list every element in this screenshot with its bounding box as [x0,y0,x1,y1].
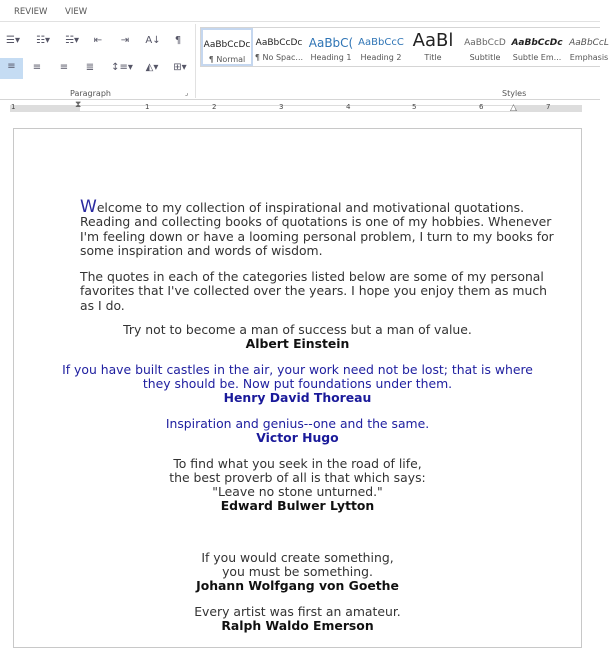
style-name: ¶ Normal [208,55,246,64]
ruler-number: 1 [11,103,16,111]
intro-line [80,197,554,217]
style-preview: AaBbCcD [464,38,506,48]
ruler-number: 1 [145,103,150,111]
right-indent-marker-icon[interactable]: △ [510,103,517,113]
quote-line: Inspiration and genius--one and the same. [165,416,430,431]
style-heading-1[interactable] [305,28,357,66]
quote-line: To find what you seek in the road of life, [173,456,422,471]
text-line: some inspiration and words of wisdom. [80,242,323,258]
quote-block [60,457,535,513]
quote-block [60,363,535,405]
drop-cap: W [80,197,97,217]
ruler-number: 5 [412,103,417,111]
tab-view[interactable]: VIEW [65,7,88,17]
style-name: ¶ No Spac... [254,53,304,62]
increase-indent-icon[interactable]: ⇥ [120,35,130,46]
horizontal-ruler[interactable] [0,101,600,115]
ruler-number: 7 [546,103,551,111]
style-name: Heading 1 [310,53,352,62]
style-preview: AaBbCcDc [511,38,563,48]
styles-group-label: Styles [502,89,527,98]
ruler-number: 3 [279,103,284,111]
style-subtitle[interactable] [459,28,511,66]
bullets-icon[interactable]: ☰▾ [6,35,20,46]
multilevel-list-icon[interactable]: ☵▾ [65,35,79,46]
decrease-indent-icon[interactable]: ⇤ [93,35,103,46]
text-line: Reading and collecting books of quotations is one of my hobbies. Whenever [80,214,552,230]
quote-line: they should be. Now put foundations under them. [142,376,453,391]
show-marks-icon[interactable]: ¶ [174,35,182,46]
style-name: Subtle Em... [512,53,562,62]
quote-block [60,323,535,351]
style-title[interactable] [407,28,459,66]
quote-author: Edward Bulwer Lytton [220,498,375,513]
tab-review[interactable]: REVIEW [14,7,48,17]
quote-author: Henry David Thoreau [223,390,372,405]
style-preview: AaBbCcDc [203,40,251,50]
line-spacing-icon[interactable]: ↕≡▾ [111,62,133,73]
style-name: Emphasis [569,53,609,62]
quote-line: Try not to become a man of success but a man of value. [123,322,472,337]
ruler-number: 6 [479,103,484,111]
styles-gallery [200,27,609,67]
quote-author: Ralph Waldo Emerson [221,618,374,633]
intro-paragraph [80,197,554,258]
group-divider [195,24,196,98]
center-icon[interactable]: ≡ [32,62,42,73]
align-right-icon[interactable]: ≡ [59,62,69,73]
style-preview: AaBbCcDc [255,38,303,48]
numbering-icon[interactable]: ☷▾ [36,35,50,46]
quote-block [60,417,535,445]
style-name: Heading 2 [360,53,402,62]
ruler-margin-left [10,105,80,112]
quote-line: "Leave no stone unturned." [212,484,383,499]
text-line: I'm feeling down or have a looming personal problem, I turn to my books for [80,228,554,244]
quote-author: Johann Wolfgang von Goethe [196,578,399,593]
style-no-spacing[interactable] [253,28,305,66]
shading-icon[interactable]: ◭▾ [145,62,159,73]
text-line: as I do. [80,297,125,313]
quote-block [60,605,535,633]
text-line: favorites that I've collected over the years. I hope you enjoy them as much [80,283,548,299]
sort-icon[interactable]: A↓ [145,35,161,46]
paragraph-group-label: Paragraph [70,89,111,98]
style-preview: AaBbCcC [358,37,404,48]
quote-author: Victor Hugo [256,430,339,445]
ruler-number: 4 [346,103,351,111]
justify-icon[interactable]: ≣ [85,62,95,73]
second-paragraph [80,270,547,313]
quote-line: you must be something. [222,564,373,579]
ribbon-tabs [0,0,600,22]
text-line: The quotes in each of the categories listed below are some of my personal [80,269,544,284]
style-name: Subtitle [469,53,501,62]
align-left-icon[interactable]: ≡ [0,58,23,79]
style-emphasis[interactable] [563,28,615,66]
quote-author: Albert Einstein [245,336,350,351]
quote-line: If you have built castles in the air, your work need not be lost; that is where [62,362,533,377]
ruler-number: 2 [212,103,217,111]
quote-line: the best proverb of all is that which says: [169,470,426,485]
style-preview: AaBbCcL [569,38,609,48]
style-preview: AaBbC( [308,36,354,50]
borders-icon[interactable]: ⊞▾ [173,62,187,73]
quote-line: If you would create something, [201,550,394,565]
paragraph-dialog-launcher-icon[interactable]: ⌟ [185,89,189,97]
style-preview: AaBl [412,30,454,51]
style-name: Title [424,53,442,62]
quote-line: Every artist was first an amateur. [194,604,401,619]
style-normal[interactable] [201,28,253,66]
style-subtle-emphasis[interactable] [511,28,563,66]
text-line: elcome to my collection of inspirational and motivational quotations. [96,200,525,215]
indent-marker-icon[interactable]: ⧗ [75,100,82,110]
quote-block [60,551,535,593]
style-heading-2[interactable] [355,28,407,66]
